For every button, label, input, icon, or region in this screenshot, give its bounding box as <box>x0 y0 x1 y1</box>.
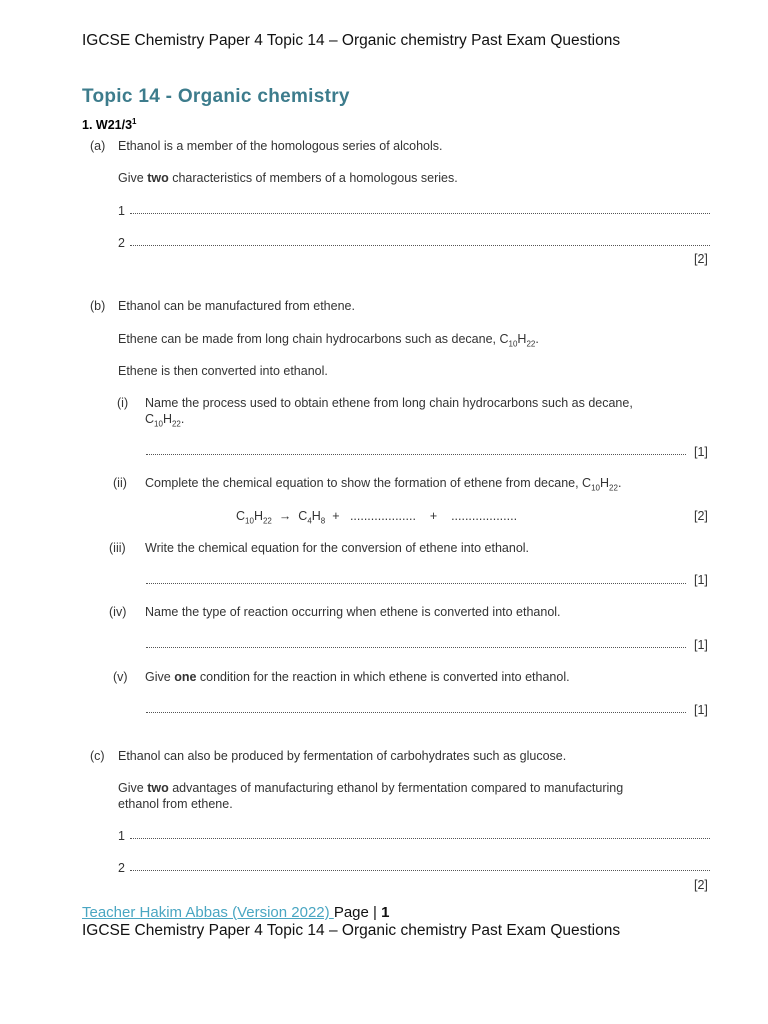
eq-arrow: → <box>278 509 292 523</box>
eq-decane-c-sub: 10 <box>245 516 254 526</box>
part-a-instruction <box>118 171 458 185</box>
formula-h22: 22 <box>171 419 181 429</box>
part-b-ii-h: H <box>600 476 610 490</box>
question-number-text: 1. W21/3 <box>82 118 133 133</box>
part-c-instruction-bold: two <box>147 781 169 795</box>
part-b-line2: Ethene can be made from long chain hydrocarbons such as decane, $C_{10}H_{22}$. <box>118 332 539 349</box>
eq-plus-2: + <box>429 509 438 523</box>
part-b-ii-marks: [2] <box>694 509 708 523</box>
eq-ethene-c: C <box>298 509 308 523</box>
part-b-ii-c10: 10 <box>591 483 600 493</box>
part-b-line2-text: Ethene can be made from long chain hydrocarbons such as decane, C <box>118 332 509 346</box>
question-number-sup: 1 <box>132 117 137 126</box>
eq-blank-1[interactable]: ................... <box>349 509 416 523</box>
part-c-label: (c) <box>90 749 105 763</box>
part-b-iv-text: Name the type of reaction occurring when ethene is converted into ethanol. <box>145 605 561 619</box>
part-b-label: (b) <box>90 299 106 313</box>
part-a-instruction-post: characteristics of members of a homologous series. <box>168 171 458 185</box>
part-b-v-text <box>145 670 570 684</box>
part-a-marks: [2] <box>694 252 708 266</box>
part-b-iv-label: (iv) <box>109 605 127 619</box>
part-b-stem: Ethanol can be manufactured from ethene. <box>118 299 355 313</box>
decane-c-sub: 10 <box>508 339 518 349</box>
part-a-line2-label: 2 <box>118 236 125 250</box>
part-a-stem: Ethanol is a member of the homologous series of alcohols. <box>118 139 443 153</box>
part-c-answer-line-1[interactable] <box>130 838 710 839</box>
page-footer <box>82 904 389 922</box>
part-b-ii-h22: 22 <box>609 483 618 493</box>
part-b-v-label: (v) <box>113 670 128 684</box>
teacher-link[interactable]: Teacher Hakim Abbas (Version 2022) <box>82 904 334 921</box>
part-a-instruction-bold: two <box>147 171 169 185</box>
part-b-v-bold: one <box>174 670 197 684</box>
part-c-instruction-pre: Give <box>118 781 148 795</box>
part-c-instruction-post: advantages of manufacturing ethanol by fermentation compared to manufacturing <box>168 781 624 795</box>
part-b-iii-marks: [1] <box>694 573 708 587</box>
part-b-i-text: Name the process used to obtain ethene from long chain hydrocarbons such as decane, <box>145 396 633 410</box>
part-c-instruction <box>118 781 623 795</box>
part-b-v-marks: [1] <box>694 703 708 717</box>
eq-ethene-h-sub: 8 <box>320 516 326 526</box>
eq-ethene-c-sub: 4 <box>307 516 312 526</box>
part-b-iv-answer-line[interactable] <box>146 647 686 648</box>
part-a-label: (a) <box>90 139 106 153</box>
part-b-i-label: (i) <box>117 396 129 410</box>
part-c-marks: [2] <box>694 878 708 892</box>
part-b-v-pre: Give <box>145 670 175 684</box>
part-b-iv-marks: [1] <box>694 638 708 652</box>
eq-blank-2[interactable]: ................... <box>451 509 518 523</box>
eq-decane-c: C <box>236 509 246 523</box>
part-b-v-post: condition for the reaction in which ethene is converted into ethanol. <box>196 670 570 684</box>
part-b-i-formula: $C_{10}H_{22}$. <box>145 412 185 429</box>
eq-decane-h-sub: 22 <box>262 516 272 526</box>
part-a-answer-line-2[interactable] <box>130 245 710 246</box>
question-number <box>82 117 136 132</box>
formula-c: C <box>145 412 155 426</box>
decane-h: H <box>517 332 527 346</box>
page-header: IGCSE Chemistry Paper 4 Topic 14 – Organic chemistry Past Exam Questions <box>82 32 621 49</box>
part-c-answer-line-2[interactable] <box>130 870 710 871</box>
part-a-instruction-pre: Give <box>118 171 148 185</box>
part-b-ii-text-main: Complete the chemical equation to show the formation of ethene from decane, C <box>145 476 592 490</box>
part-b-ii-text: Complete the chemical equation to show the formation of ethene from decane, $C_{10}H_{22}$. <box>145 476 622 493</box>
part-b-v-answer-line[interactable] <box>146 712 686 713</box>
part-c-line2-label: 2 <box>118 861 125 875</box>
part-c-stem: Ethanol can also be produced by fermentation of carbohydrates such as glucose. <box>118 749 567 763</box>
cracking-equation <box>236 509 517 526</box>
eq-decane-h: H <box>253 509 263 523</box>
part-a-line1-label: 1 <box>118 204 125 218</box>
formula-c10: 10 <box>154 419 163 429</box>
eq-plus-1: + <box>332 509 340 523</box>
part-b-iii-text: Write the chemical equation for the conversion of ethene into ethanol. <box>145 541 530 555</box>
part-b-i-marks: [1] <box>694 445 708 459</box>
page-label: Page | <box>333 904 382 921</box>
part-b-iii-label: (iii) <box>109 541 126 555</box>
decane-h-sub: 22 <box>526 339 536 349</box>
part-b-line3: Ethene is then converted into ethanol. <box>118 364 328 378</box>
page-title: Topic 14 - Organic chemistry <box>82 86 350 107</box>
page-number: 1 <box>381 904 390 921</box>
eq-ethene-h: H <box>311 509 321 523</box>
part-b-iii-answer-line[interactable] <box>146 583 686 584</box>
formula-h: H <box>162 412 172 426</box>
part-b-ii-label: (ii) <box>113 476 127 490</box>
part-c-line1-label: 1 <box>118 829 125 843</box>
part-a-answer-line-1[interactable] <box>130 213 710 214</box>
part-b-i-answer-line[interactable] <box>146 454 686 455</box>
part-c-instruction-line2: ethanol from ethene. <box>118 797 233 811</box>
footer-repeat-header: IGCSE Chemistry Paper 4 Topic 14 – Organic chemistry Past Exam Questions <box>82 922 621 939</box>
